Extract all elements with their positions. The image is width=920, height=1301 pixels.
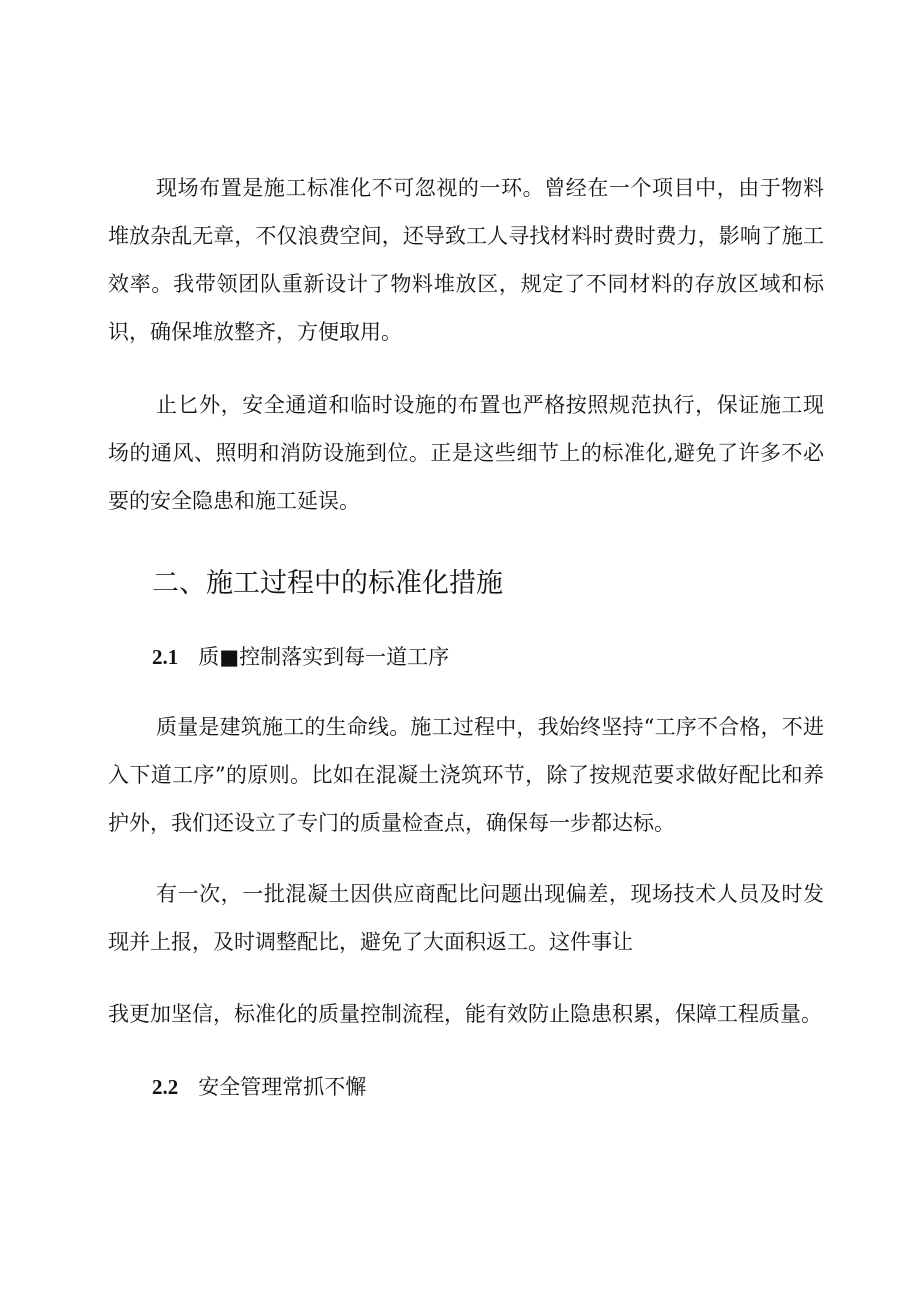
section-heading-2: 二、施工过程中的标准化措施 xyxy=(152,568,503,599)
paragraph-conclusion: 我更加坚信，标准化的质量控制流程，能有效防止隐患积累，保障工程质量。 xyxy=(108,1002,822,1026)
subsection-title: 安全管理常抓不懈 xyxy=(198,1075,367,1099)
subsection-number: 2.2 xyxy=(152,1075,179,1099)
paragraph-quality-control: 质量是建筑施工的生命线。施工过程中，我始终坚持“工序不合格，不进入下道工序”的原则。比如在混凝土浇筑环节，除了按规范要求做好配比和养护外，我们还设立了专门的质量检查点，确保每一步都达标。 xyxy=(108,715,824,835)
paragraph-concrete-incident: 有一次，一批混凝土因供应商配比问题出现偏差，现场技术人员及时发现并上报，及时调整配比，避免了大面积返工。这件事让 xyxy=(108,882,824,954)
paragraph-site-layout: 现场布置是施工标准化不可忽视的一环。曾经在一个项目中，由于物料堆放杂乱无章，不仅浪费空间，还导致工人寻找材料时费时费力，影响了施工效率。我带领团队重新设计了物料堆放区，规定了不同材料的存放区域和标识，确保堆放整齐，方便取用。 xyxy=(108,176,824,344)
subsection-heading-2-2 xyxy=(152,1071,366,1103)
subsection-title: 质■控制落实到每一道工序 xyxy=(198,645,450,669)
subsection-heading-2-1 xyxy=(152,641,449,673)
paragraph-safety-facilities: 止匕外，安全通道和临时设施的布置也严格按照规范执行，保证施工现场的通风、照明和消防设施到位。正是这些细节上的标准化,避免了许多不必要的安全隐患和施工延误。 xyxy=(108,393,824,513)
subsection-number: 2.1 xyxy=(152,645,179,669)
